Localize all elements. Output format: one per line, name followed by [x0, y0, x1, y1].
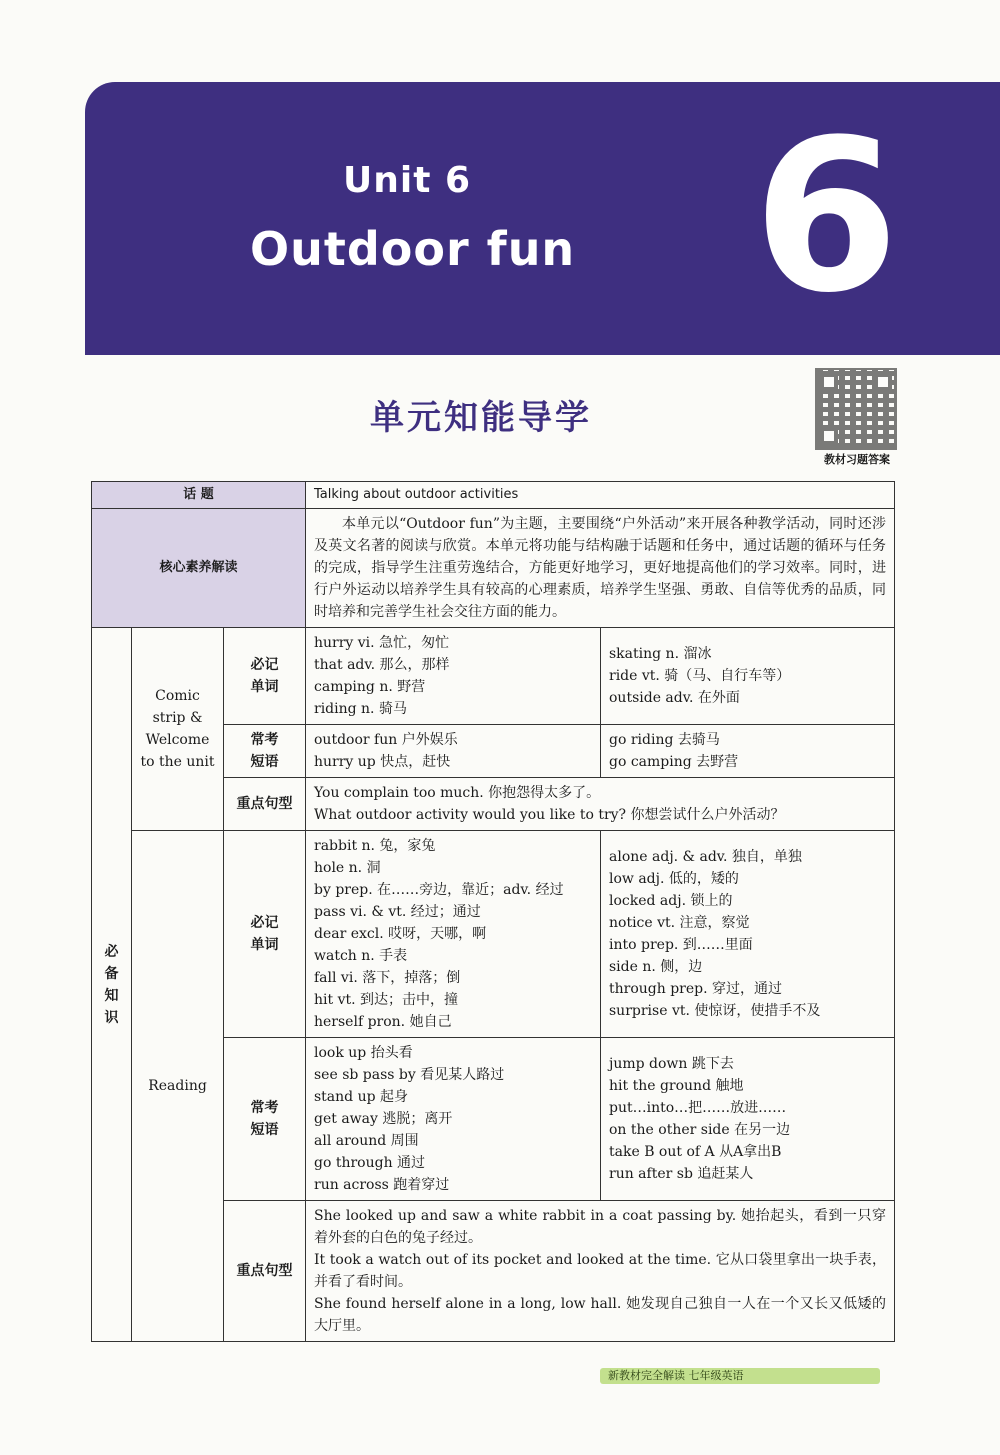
comic-phrases-right: [601, 725, 895, 778]
comic-segment-label: Comic strip & Welcome to the unit: [132, 628, 224, 831]
comic-words-right: [601, 628, 895, 725]
comic-sentences: [306, 778, 895, 831]
reading-sentences-label: 重点句型: [224, 1201, 306, 1342]
comic-sentences-label: 重点句型: [224, 778, 306, 831]
list-item: rabbit n. 兔，家兔: [314, 838, 436, 854]
topic-label: 话 题: [92, 482, 306, 509]
reading-words-right: [601, 831, 895, 1038]
list-item: ride vt. 骑（马、自行车等）: [609, 668, 791, 684]
unit-number: 6: [753, 94, 900, 339]
reading-words-label: 必记单词: [224, 831, 306, 1038]
list-item: go through 通过: [314, 1155, 426, 1171]
reading-phrases-right: [601, 1038, 895, 1201]
reading-phrases-left: [306, 1038, 601, 1201]
list-item: hit the ground 触地: [609, 1078, 744, 1094]
knowledge-label: [92, 628, 132, 1342]
list-item: low adj. 低的，矮的: [609, 871, 739, 887]
list-item: herself pron. 她自己: [314, 1014, 452, 1030]
list-item: by prep. 在……旁边，靠近；adv. 经过: [314, 882, 564, 898]
list-item: all around 周围: [314, 1133, 419, 1149]
list-item: outside adv. 在外面: [609, 690, 740, 706]
list-item: You complain too much. 你抱怨得太多了。: [314, 785, 601, 801]
section-title: 单元知能导学: [370, 398, 592, 438]
core-label: 核心素养解读: [92, 509, 306, 628]
list-item: on the other side 在另一边: [609, 1122, 791, 1138]
comic-words-row: [92, 628, 895, 725]
list-item: surprise vt. 使惊讶，使措手不及: [609, 1003, 821, 1019]
list-item: side n. 侧，边: [609, 959, 703, 975]
reading-segment-label: Reading: [132, 831, 224, 1342]
qr-code-icon[interactable]: [815, 368, 897, 450]
list-item: run after sb 追赶某人: [609, 1166, 754, 1182]
list-item: What outdoor activity would you like to try? 你想尝试什么户外活动？: [314, 807, 785, 823]
reading-words-left: [306, 831, 601, 1038]
unit-label: Unit 6: [343, 160, 471, 201]
list-item: She found herself alone in a long, low hall. 她发现自己独自一人在一个又长又低矮的大厅里。: [314, 1296, 886, 1334]
comic-phrases-label: 常考短语: [224, 725, 306, 778]
list-item: fall vi. 落下，掉落；倒: [314, 970, 461, 986]
list-item: go riding 去骑马: [609, 732, 720, 748]
knowledge-label-text: 必备知识: [104, 943, 119, 1026]
reading-phrases-label: 常考短语: [224, 1038, 306, 1201]
core-text: 本单元以“Outdoor fun”为主题，主要围绕“户外活动”来开展各种教学活动，同时还涉及英文名著的阅读与欣赏。本单元将功能与结构融于话题和任务中，通过话题的循环与任务的完成，指导学生注重劳逸结合，方能更好地学习，更好地提高他们的学习效率。同时，进行户外运动以培养学生具有较高的心理素质，培养学生坚强、勇敢、自信等优秀的品质，同时培养和完善学生社会交往方面的能力。: [306, 509, 895, 628]
list-item: hole n. 洞: [314, 860, 381, 876]
unit-title: Outdoor fun: [250, 222, 576, 276]
page-footer: 新教材完全解读 七年级英语: [600, 1368, 880, 1384]
qr-label: 教材习题答案: [824, 453, 890, 466]
list-item: look up 抬头看: [314, 1045, 413, 1061]
comic-words-left: [306, 628, 601, 725]
list-item: She looked up and saw a white rabbit in a coat passing by. 她抬起头，看到一只穿着外套的白色的兔子经过。: [314, 1208, 886, 1246]
list-item: pass vi. & vt. 经过；通过: [314, 904, 481, 920]
list-item: hurry vi. 急忙，匆忙: [314, 635, 450, 651]
list-item: through prep. 穿过，通过: [609, 981, 783, 997]
reading-words-row: [92, 831, 895, 1038]
list-item: hit vt. 到达；击中，撞: [314, 992, 459, 1008]
list-item: into prep. 到……里面: [609, 937, 753, 953]
list-item: watch n. 手表: [314, 948, 408, 964]
unit-guide-table: [91, 481, 895, 1342]
list-item: stand up 起身: [314, 1089, 409, 1105]
list-item: hurry up 快点，赶快: [314, 754, 451, 770]
comic-words-label: 必记单词: [224, 628, 306, 725]
list-item: locked adj. 锁上的: [609, 893, 733, 909]
list-item: run across 跑着穿过: [314, 1177, 450, 1193]
list-item: It took a watch out of its pocket and looked at the time. 它从口袋里拿出一块手表，并看了看时间。: [314, 1252, 886, 1290]
topic-value: Talking about outdoor activities: [306, 482, 895, 509]
list-item: riding n. 骑马: [314, 701, 407, 717]
list-item: get away 逃脱；离开: [314, 1111, 453, 1127]
list-item: go camping 去野营: [609, 754, 739, 770]
list-item: that adv. 那么，那样: [314, 657, 450, 673]
comic-phrases-left: [306, 725, 601, 778]
list-item: camping n. 野营: [314, 679, 426, 695]
list-item: outdoor fun 户外娱乐: [314, 732, 458, 748]
list-item: take B out of A 从A拿出B: [609, 1144, 782, 1160]
list-item: jump down 跳下去: [609, 1056, 734, 1072]
list-item: alone adj. & adv. 独自，单独: [609, 849, 802, 865]
topic-row: [92, 482, 895, 509]
unit-banner: [85, 82, 1000, 355]
list-item: notice vt. 注意，察觉: [609, 915, 750, 931]
list-item: put…into…把……放进……: [609, 1100, 787, 1116]
core-row: [92, 509, 895, 628]
list-item: skating n. 溜冰: [609, 646, 712, 662]
list-item: dear excl. 哎呀，天哪，啊: [314, 926, 487, 942]
list-item: see sb pass by 看见某人路过: [314, 1067, 505, 1083]
reading-sentences: [306, 1201, 895, 1342]
